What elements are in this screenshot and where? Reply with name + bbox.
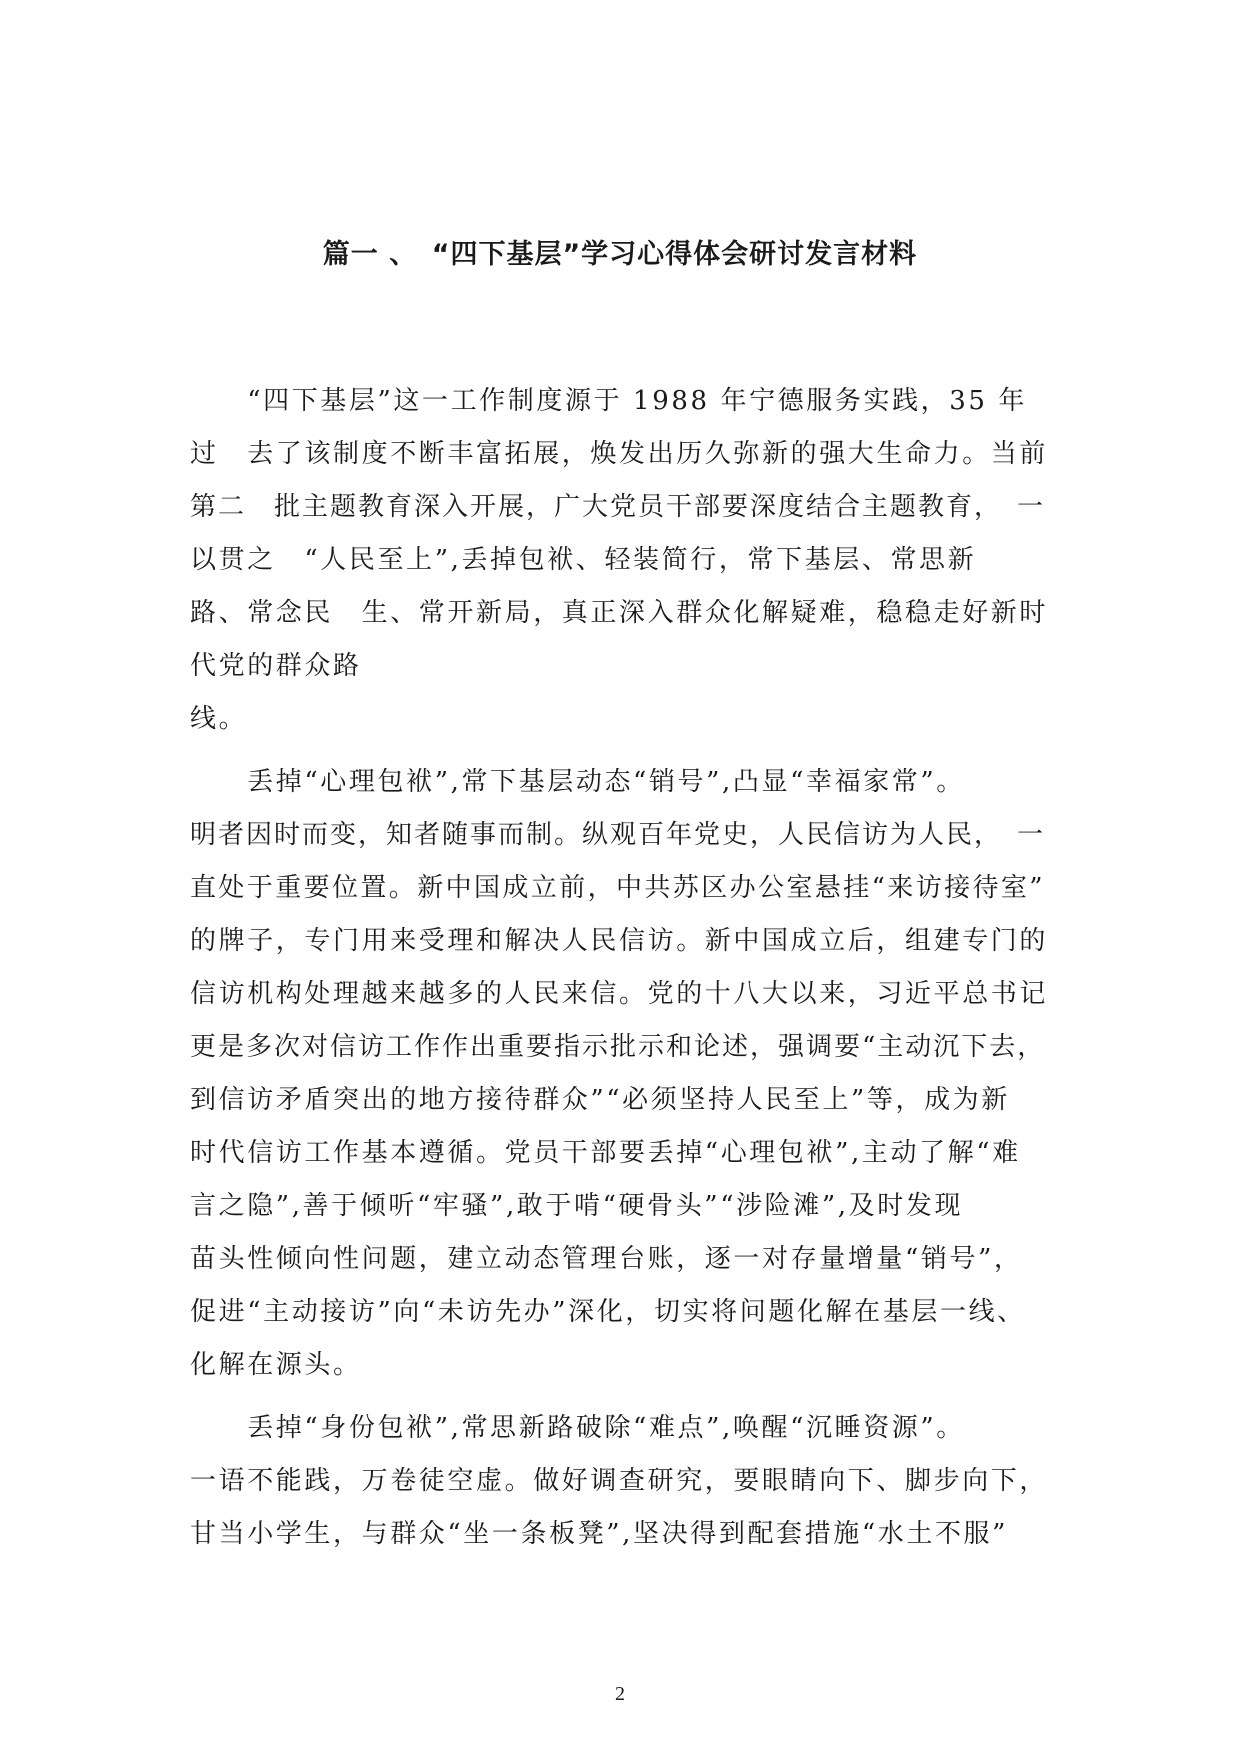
page-number: 2 [615,1683,625,1705]
text-line: “四下基层”这一工作制度源于 1988 年宁德服务实践，35 年 [190,386,1028,416]
text-line: 过 去了该制度不断丰富拓展，焕发出历久弥新的强大生命力。当前 [190,439,1049,469]
text-line: 到信访矛盾突出的地方接待群众”“必须坚持人民至上”等，成为新 [190,1085,1010,1115]
text-line: 言之隐”,善于倾听“牢骚”,敢于啃“硬骨头”“涉险滩”,及时发现 [190,1191,964,1221]
text-line: 时代信访工作基本遵循。党员干部要丢掉“心理包袱”,主动了解“难 [190,1138,1021,1168]
paragraph-2 [190,756,1050,1392]
text-line: 更是多次对信访工作作出重要指示批示和论述，强调要“主动沉下去， [190,1032,1046,1062]
text-line: 第二 批主题教育深入开展，广大党员干部要深度结合主题教育， 一 [190,492,1046,522]
text-line: 甘当小学生，与群众“坐一条板凳”,坚决得到配套措施“水土不服” [190,1519,1009,1549]
text-line: 促进“主动接访”向“未访先办”深化，切实将问题化解在基层一线、 [190,1297,1026,1327]
paragraph-1 [190,375,1050,746]
text-line: 线。 [190,704,248,734]
document-title: 篇一 、 “四下基层”学习心得体会研讨发言材料 [322,239,918,270]
text-line: 代党的群众路 [190,651,362,681]
text-line: 明者因时而变，知者随事而制。纵观百年党史，人民信访为人民， 一 [190,820,1046,850]
text-line: 化解在源头。 [190,1350,362,1380]
text-line: 丢掉“身份包袱”,常思新路破除“难点”,唤醒“沉睡资源”。 [190,1413,965,1443]
document-body [190,375,1050,1561]
text-line: 以贯之 “人民至上”,丢掉包袱、轻装简行，常下基层、常思新 [190,545,977,575]
text-line: 苗头性倾向性问题，建立动态管理台账，逐一对存量增量“销号”， [190,1244,1023,1274]
paragraph-3 [190,1402,1050,1561]
text-line: 丢掉“心理包袱”,常下基层动态“销号”,凸显“幸福家常”。 [190,767,965,797]
text-line: 直处于重要位置。新中国成立前，中共苏区办公室悬挂“来访接待室” [190,873,1045,903]
text-line: 的牌子，专门用来受理和解决人民信访。新中国成立后，组建专门的 [190,926,1049,956]
text-line: 一语不能践，万卷徒空虚。做好调查研究，要眼睛向下、脚步向下， [190,1466,1049,1496]
text-line: 路、常念民 生、常开新局，真正深入群众化解疑难，稳稳走好新时 [190,598,1049,628]
text-line: 信访机构处理越来越多的人民来信。党的十八大以来，习近平总书记 [190,979,1049,1009]
